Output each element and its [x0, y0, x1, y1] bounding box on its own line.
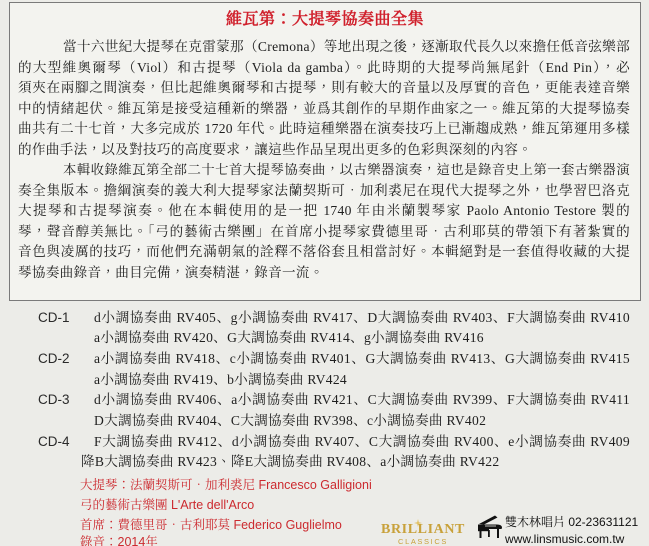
notes-line: 音色與凌厲的技巧，而他們充滿朝氣的詮釋不落俗套且相當討好。本輯絕對是一套值得收藏的大提 [18, 244, 630, 259]
notes-line: 曲共有二十七首，大多完成於 1720 年代。此時這種樂器在演奏技巧上已漸趨成熟，維瓦第運用多樣 [18, 121, 630, 136]
disc-label: CD-4 [38, 433, 70, 449]
notes-line: 奏全集版本。擔綱演奏的義大利大提琴家法蘭契斯可．加利裘尼在現代大提琴之外，也學習巴洛克 [18, 182, 630, 198]
disc-listing [38, 308, 630, 474]
liner-notes [18, 37, 630, 283]
notes-paragraph [18, 160, 630, 283]
credit-leader: 首席：費德里哥．古利耶莫 Federico Guglielmo [80, 518, 342, 532]
credit-ensemble: 弓的藝術古樂團 L'Arte dell'Arco [80, 498, 255, 512]
distributor-text: 雙木林唱片 02-23631121 [505, 515, 639, 529]
track-line: d小調協奏曲 RV406、a小調協奏曲 RV421、C大調協奏曲 RV399、F大調協奏曲 RV411 [94, 392, 630, 408]
disc-block-cd-1 [38, 308, 630, 349]
notes-line: 中的情緒起伏。維瓦第是接受這種新的樂器，並爲其創作的早期作曲家之一。維瓦第的大提琴協奏 [18, 100, 630, 116]
credit-cellist: 大提琴：法蘭契斯可．加利裘尼 Francesco Galligioni [80, 478, 372, 492]
grand-piano-icon [476, 513, 504, 539]
disc-block-cd-4 [38, 432, 630, 473]
notes-line: 琴協奏曲錄音，曲目完備，演奏精湛，錄音一流。 [18, 264, 324, 280]
disc-label: CD-3 [38, 392, 70, 408]
disc-label: CD-2 [38, 350, 70, 366]
track-line: D大調協奏曲 RV404、C大調協奏曲 RV398、c小調協奏曲 RV402 [94, 412, 487, 428]
notes-line: 本輯收錄維瓦第全部二十七首大提琴協奏曲，以古樂器演奏，這也是錄音史上第一套古樂器演 [63, 162, 630, 177]
track-line: d小調協奏曲 RV405、g小調協奏曲 RV417、D大調協奏曲 RV403、F大調協奏曲 RV410 [94, 309, 630, 325]
track-line: a小調協奏曲 RV420、G大調協奏曲 RV414、g小調協奏曲 RV416 [94, 330, 484, 346]
disc-label: CD-1 [38, 309, 70, 325]
logo-subline: CLASSICS [398, 537, 448, 546]
website-text: www.linsmusic.com.tw [505, 532, 625, 546]
notes-line: 的作曲手法，以及對技巧的高度要求，讓這些作品呈現出更多的色彩與深刻的內容。 [18, 141, 533, 157]
credits-block [80, 475, 378, 546]
track-line: 降B大調協奏曲 RV423、降E大調協奏曲 RV408、a小調協奏曲 RV422 [81, 454, 500, 470]
album-title: 維瓦第：大提琴協奏曲全集 [225, 11, 424, 28]
track-line: a小調協奏曲 RV419、b小調協奏曲 RV424 [94, 371, 348, 387]
notes-line: 的大型維奧爾琴（Viol）和古提琴（Viola da gamba）。此時期的大提琴尚無尾針（End Pin），必 [18, 59, 630, 75]
notes-paragraph [18, 37, 630, 160]
disc-block-cd-3 [38, 390, 630, 431]
notes-line: 須夾在兩腳之間演奏，但比起維奧爾琴和古提琴，則有較大的音量以及厚實的音色，更能表達音樂 [18, 80, 630, 95]
notes-line: 大提琴和古提琴演奏。他在本輯使用的是一把 1740 年由米蘭製琴家 Paolo Antonio Testore 製的 [18, 203, 630, 218]
brilliant-classics-logo [380, 519, 466, 546]
track-line: a小調協奏曲 RV418、c小調協奏曲 RV401、G大調協奏曲 RV413、G大調協奏曲 RV415 [94, 350, 630, 366]
notes-line: 琴，聲音醇美無比。「弓的藝術古樂團」在首席小提琴家費德里哥．古利耶莫的帶領下有著紮實的 [18, 223, 630, 239]
logo-wordmark: BRILLIANT [381, 522, 465, 537]
credit-recording: 錄音：2014年 [80, 535, 158, 546]
disc-block-cd-2 [38, 349, 630, 390]
track-line: F大調協奏曲 RV412、d小調協奏曲 RV407、C大調協奏曲 RV400、e小調協奏曲 RV409 [94, 433, 630, 449]
notes-line: 當十六世紀大提琴在克雷蒙那（Cremona）等地出現之後，逐漸取代長久以來擔任低音弦樂部 [63, 39, 630, 54]
